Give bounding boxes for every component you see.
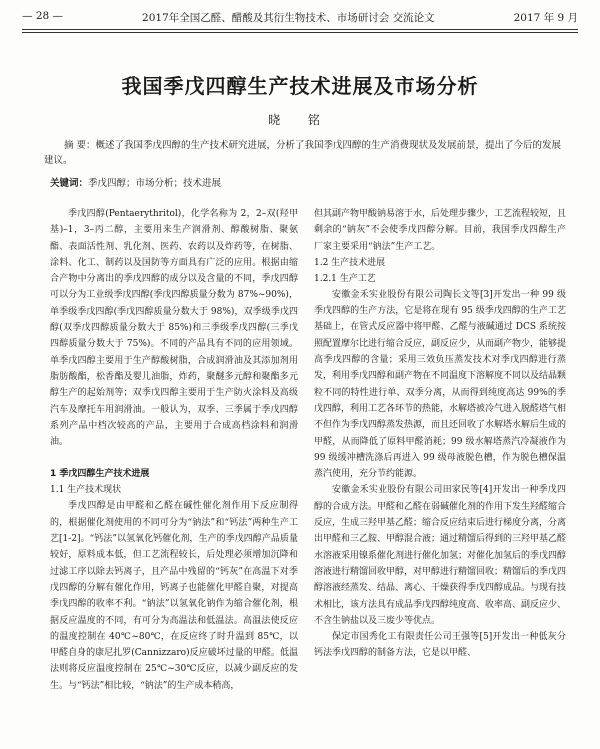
section-1-heading: 1 季戊四醇生产技术进展 bbox=[50, 469, 150, 480]
paper-title: 我国季戊四醇生产技术进展及市场分析 bbox=[121, 74, 479, 98]
right-column bbox=[314, 206, 566, 662]
paragraph-process-3: 保定市国秀化工有限责任公司王强等[5]开发出一种低灰分钙法季戊四醇的制备方法，它是以甲醛、 bbox=[314, 632, 566, 659]
header-rule-top bbox=[22, 29, 578, 30]
paragraph-process-2: 安徽金禾实业股份有限公司田家民等[4]开发出一种季戊四醇的合成方法。甲醛和乙醛在弱碱催化剂的作用下发生羟醛缩合反应，生成三羟甲基乙醛；缩合反应结束后进行梯度分离，分离出甲醛和三乙胺、甲醇混合液；通过精馏后得到的三羟甲基乙醛水溶液采用镍系催化剂进行催化加氢；对催化加氢后的季戊四醇溶液进行精馏回收甲醇，对甲醇进行精馏回收；精馏后的季戊四醇溶液经蒸发、结晶、离心、干燥获得季戊四醇成品。与现有技术相比，该方法具有成品季戊四醇纯度高、收率高、副反应少、不含生钠盐以及三废少等优点。 bbox=[314, 485, 567, 626]
section-1-1-heading: 1.1 生产技术现状 bbox=[50, 485, 122, 496]
conference-name: 2017年全国乙醛、醋酸及其衍生物技术、市场研讨会 交流论文 bbox=[142, 12, 435, 24]
running-header bbox=[22, 10, 578, 25]
author: 晓 铭 bbox=[268, 113, 332, 127]
section-1-2-heading: 1.2 生产技术进展 bbox=[314, 257, 386, 268]
page-number: — 28 — bbox=[22, 10, 64, 22]
section-1-2-1-heading: 1.2.1 生产工艺 bbox=[314, 273, 376, 284]
section-1-1-paragraph: 季戊四醇是由甲醛和乙醛在碱性催化剂作用下反应制得的，根据催化剂使用的不同可分为“钠法”和“钙法”两种生产工艺[1-2]。“钙法”以氢氧化钙催化剂，生产的季戊四醇产品质量较好，原料成本低，但工艺流程较长，后处理必须增加沉降和过滤工序以除去钙离子，且产品中残留的“钙灰”在高温下对季戊四醇的分解有催化作用，钙离子也能催化甲醛自聚，对提高季戊四醇的收率不利。“钠法”以氢氧化钠作为缩合催化剂，根据反应温度的不同，有可分为高温法和低温法。高温法使反应的温度控制在 40℃~80℃，在反应终了时升温到 85℃，以甲醛自身的康尼扎罗(Cannizzaro)反应破坏过量的甲醛。低温法则将反应温度控制在 25℃~30℃反应，以减少副反应的发生。与“钙法”相比较，“钠法”的生产成本稍高， bbox=[50, 501, 298, 691]
intro-paragraph: 季戊四醇(Pentaerythritol)，化学名称为 2，2–双(羟甲基)–1，3–丙二醇，主要用来生产润滑剂、醇酸树脂、聚氨酯、表面活性剂、乳化剂、医药、农药以及炸药等，在树脂、涂料、化工、制药以及国防等方面具有广泛的应用。根据由缩合产物中分离出的季戊四醇的成分以及含量的不同，季戊四醇可以分为工业级季戊四醇(季戊四醇质量分数为 87%~90%)，单季级季戊四醇(季戊四醇质量分数大于 98%)，双季级季戊四醇(双季戊四醇质量分数大于 85%)和三季级季戊四醇(三季戊四醇质量分数大于 75%)。不同的产品具有不同的应用领域。单季戊四醇主要用于生产醇酸树脂，合成润滑油及其添加剂用脂肪酸酯，松香酯及婴儿油脂，炸药，聚醚多元醇和聚酯多元醇生产的起始剂等；双季戊四醇主要用于生产防火涂料及高级汽车及摩托车用润滑油。一般认为，双季、三季属于季戊四醇系列产品中档次较高的产品，主要用于合成高档涂料和润滑油。 bbox=[50, 209, 298, 448]
keywords bbox=[50, 176, 566, 191]
continuation-paragraph: 但其副产物甲酸钠易溶于水，后处理步骤少，工艺流程较短，且剩余的“钠灰”不会使季戊四醇分解。目前，我国季戊四醇生产厂家主要采用“钠法”生产工艺。 bbox=[314, 209, 567, 252]
abstract: 摘 要：概述了我国季戊四醇的生产技术研究进展，分析了我国季戊四醇的生产消费现状及发展前景，提出了今后的发展建议。 bbox=[44, 140, 562, 166]
paragraph-process-1: 安徽金禾实业股份有限公司陶长文等[3]开发出一种 99 级季戊四醇的生产方法，它是将在现有 95 级季戊四醇的生产工艺基础上，在管式反应器中将甲醛、乙醛与液碱通过 DCS 系统按照配置摩尔比进行缩合反应，副反应少，从而副产物少，能够提高季戊四醇的含量；采用三效负压蒸发技术对季戊四醇进行蒸发，利用季戊四醇和副产物在不同温度下溶解度不同以及结晶颗粒不同的特性进行单、双季分离，从而得到纯度高达 99%的季戊四醇，利用工艺各环节的热能，水解塔被冷气进入脱醛塔气相不但作为季戊四醇蒸发热源，而且还回收了水解塔水解后生成的甲醛，从而降低了原料甲醛消耗；99 级水解塔蒸汽冷凝液作为 99 级缓冲槽洗涤后再进入 99 级母液脱色槽，作为脱色槽保温蒸汽使用，充分节约能源。 bbox=[314, 289, 567, 480]
keywords-text: 季戊四醇；市场分析；技术进展 bbox=[88, 178, 222, 189]
header-rule-bottom bbox=[22, 32, 578, 33]
left-column bbox=[50, 206, 298, 694]
issue-date: 2017 年 9 月 bbox=[513, 12, 578, 24]
keywords-label: 关键词： bbox=[50, 178, 89, 189]
